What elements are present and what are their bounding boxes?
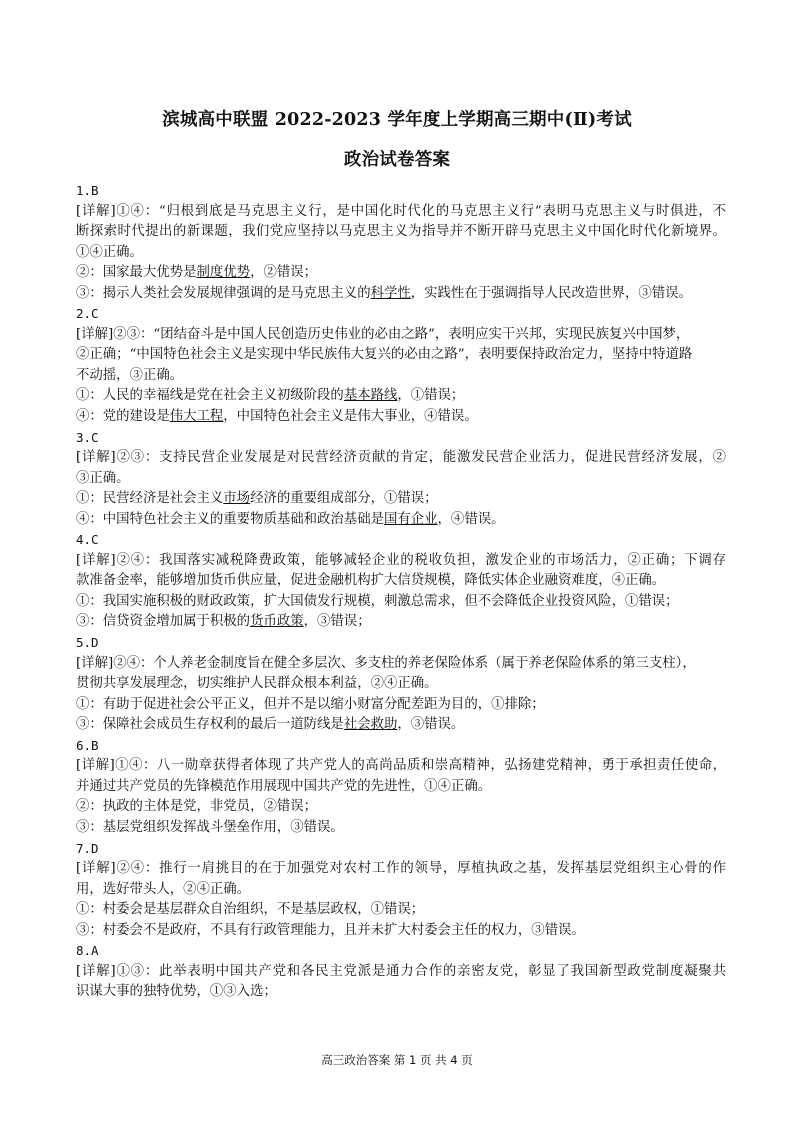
answer-key-text: 8.A xyxy=(76,943,99,959)
question-answer-key xyxy=(76,181,726,202)
explanation-line xyxy=(76,695,726,716)
explanation-line xyxy=(76,325,726,346)
question-answer-key xyxy=(76,736,726,757)
underlined-term: 基本路线 xyxy=(343,388,398,404)
explanation-text: [详解]①④：“归根到底是马克思主义行，是中国化时代化的马克思主义行”表明马克思主义与时俱进，不 xyxy=(76,203,726,219)
explanation-text: ①：村委会是基层群众自治组织，不是基层政权，①错误； xyxy=(76,902,425,918)
answer-key-text: 1.B xyxy=(76,183,99,198)
explanation-text: ②：执政的主体是党，非党员，②错误； xyxy=(76,799,318,815)
explanation-line xyxy=(76,818,726,839)
underlined-term: 伟大工程 xyxy=(169,409,224,425)
explanation-text: ，①错误； xyxy=(397,388,465,404)
explanation-text: [详解]②③：支持民营企业发展是对民营经济贡献的肯定，能激发民营企业活力，促进民营经济发展，② xyxy=(76,450,726,466)
explanation-text: 断探索时代提出的新课题，我们党应坚持以马克思主义为指导并不断开辟马克思主义中国化时代化新境界。 xyxy=(76,224,726,240)
explanation-text: [详解]②③：“团结奋斗是中国人民创造历史伟业的必由之路”，表明应实干兴邦，实现民族复兴中国梦， xyxy=(76,326,690,342)
explanation-text: [详解]①③：此举表明中国共产党和各民主党派是通力合作的亲密友党，彰显了我国新型政党制度凝聚共 xyxy=(76,963,726,979)
explanation-line xyxy=(76,797,726,818)
explanation-text: ①：有助于促进社会公平正义，但并不是以缩小财富分配差距为目的，①排除； xyxy=(76,696,545,712)
explanation-text: ③：基层党组织发挥战斗堡垒作用，③错误。 xyxy=(76,819,344,835)
explanation-line xyxy=(76,756,726,777)
explanation-line xyxy=(76,284,726,305)
question-answer-key xyxy=(76,428,726,449)
question-answer-key xyxy=(76,941,726,962)
question-answer-key xyxy=(76,839,726,860)
explanation-line xyxy=(76,222,726,243)
explanation-line xyxy=(76,202,726,223)
explanation-line xyxy=(76,654,726,675)
answer-key-text: 7.D xyxy=(76,840,99,856)
explanation-text: ①：人民的幸福线是党在社会主义初级阶段的 xyxy=(76,388,344,404)
explanation-text: ①④正确。 xyxy=(76,244,143,260)
explanation-line xyxy=(76,510,726,531)
explanation-text: ②正确；“中国特色社会主义是实现中华民族伟大复兴的必由之路”，表明要保持政治定力，坚持中特道路 xyxy=(76,347,693,363)
explanation-line xyxy=(76,982,726,1003)
explanation-text: [详解]②④：个人养老金制度旨在健全多层次、多支柱的养老保险体系（属于养老保险体系的第三支柱）， xyxy=(76,655,696,671)
underlined-term: 社会救助 xyxy=(343,717,398,733)
explanation-text: ①：民营经济是社会主义 xyxy=(76,491,224,507)
explanation-line xyxy=(76,777,726,798)
answer-key-text: 2.C xyxy=(76,306,99,322)
underlined-term: 市场 xyxy=(223,491,251,507)
explanation-line xyxy=(76,859,726,880)
explanation-text: ，实践性在于强调指导人民改造世界，③错误。 xyxy=(410,285,692,301)
explanation-text: ，②错误； xyxy=(250,265,318,281)
explanation-text: ，③错误； xyxy=(303,614,371,630)
answer-key-text: 5.D xyxy=(76,635,99,651)
explanation-text: ④：党的建设是 xyxy=(76,409,170,425)
explanation-line xyxy=(76,366,726,387)
explanation-line xyxy=(76,386,726,407)
explanation-line xyxy=(76,592,726,613)
explanation-line xyxy=(76,263,726,284)
underlined-term: 国有企业 xyxy=(383,511,438,527)
explanation-text: [详解]②④：推行一肩挑目的在于加强党对农村工作的领导，厚植执政之基，发挥基层党组织主心骨的作 xyxy=(76,861,726,877)
explanation-line xyxy=(76,489,726,510)
explanation-text: 并通过共产党员的先锋模范作用展现中国共产党的先进性，①④正确。 xyxy=(76,778,492,794)
explanation-text: ③：村委会不是政府，不具有行政管理能力，且并未扩大村委会主任的权力，③错误。 xyxy=(76,922,585,938)
explanation-line xyxy=(76,962,726,983)
explanation-line xyxy=(76,571,726,592)
explanation-line xyxy=(76,345,726,366)
answer-key-text: 4.C xyxy=(76,532,99,548)
explanation-text: [详解]①④：八一勋章获得者体现了共产党人的高尚品质和崇高精神，弘扬建党精神，勇于承担责任使命， xyxy=(76,758,726,774)
explanation-text: ，③错误。 xyxy=(397,717,465,733)
question-answer-key xyxy=(76,304,726,325)
explanation-line xyxy=(76,880,726,901)
question-answer-key xyxy=(76,633,726,654)
explanation-line xyxy=(76,715,726,736)
explanation-text: ①：我国实施积极的财政政策，扩大国债发行规模，刺激总需求，但不会降低企业投资风险，①错误； xyxy=(76,593,679,609)
underlined-term: 制度优势 xyxy=(196,265,251,281)
explanation-line xyxy=(76,469,726,490)
answer-content xyxy=(76,181,726,1003)
answer-key-text: 3.C xyxy=(76,429,99,445)
explanation-text: ④：中国特色社会主义的重要物质基础和政治基础是 xyxy=(76,511,384,527)
explanation-text: ，中国特色社会主义是伟大事业，④错误。 xyxy=(223,409,478,425)
explanation-text: ③正确。 xyxy=(76,470,130,486)
answer-key-text: 6.B xyxy=(76,737,99,753)
explanation-line xyxy=(76,448,726,469)
question-answer-key xyxy=(76,530,726,551)
underlined-term: 科学性 xyxy=(370,285,411,301)
explanation-text: 不动摇，③正确。 xyxy=(76,367,184,383)
explanation-line xyxy=(76,551,726,572)
explanation-text: [详解]②④：我国落实减税降费政策，能够减轻企业的税收负担，激发企业的市场活力，②正确；下调存 xyxy=(76,552,726,568)
explanation-text: 贯彻共享发展理念，切实维护人民群众根本利益，②④正确。 xyxy=(76,676,438,692)
document-title: 滨城高中联盟 2022-2023 学年度上学期高三期中(Ⅱ)考试 xyxy=(162,110,632,130)
explanation-line xyxy=(76,243,726,264)
explanation-text: 识谋大事的独特优势，①③入选； xyxy=(76,984,277,1000)
explanation-text: ③：揭示人类社会发展规律强调的是马克思主义的 xyxy=(76,285,371,301)
explanation-text: ③：信贷资金增加属于积极的 xyxy=(76,614,251,630)
underlined-term: 货币政策 xyxy=(250,614,304,630)
explanation-line xyxy=(76,407,726,428)
explanation-text: 经济的重要组成部分，①错误； xyxy=(250,491,438,507)
explanation-line xyxy=(76,921,726,942)
page-footer: 高三政治答案 第 1 页 共 4 页 xyxy=(321,1053,473,1067)
explanation-line xyxy=(76,674,726,695)
document-subtitle: 政治试卷答案 xyxy=(343,150,451,170)
explanation-text: ，④错误。 xyxy=(437,511,505,527)
explanation-text: 款准备金率，能够增加货币供应量，促进金融机构扩大信贷规模，降低实体企业融资难度，④正确。 xyxy=(76,573,666,589)
explanation-text: ③：保障社会成员生存权利的最后一道防线是 xyxy=(76,717,344,733)
explanation-text: 用，选好带头人，②④正确。 xyxy=(76,881,251,897)
explanation-line xyxy=(76,612,726,633)
explanation-text: ②：国家最大优势是 xyxy=(76,265,197,281)
explanation-line xyxy=(76,900,726,921)
